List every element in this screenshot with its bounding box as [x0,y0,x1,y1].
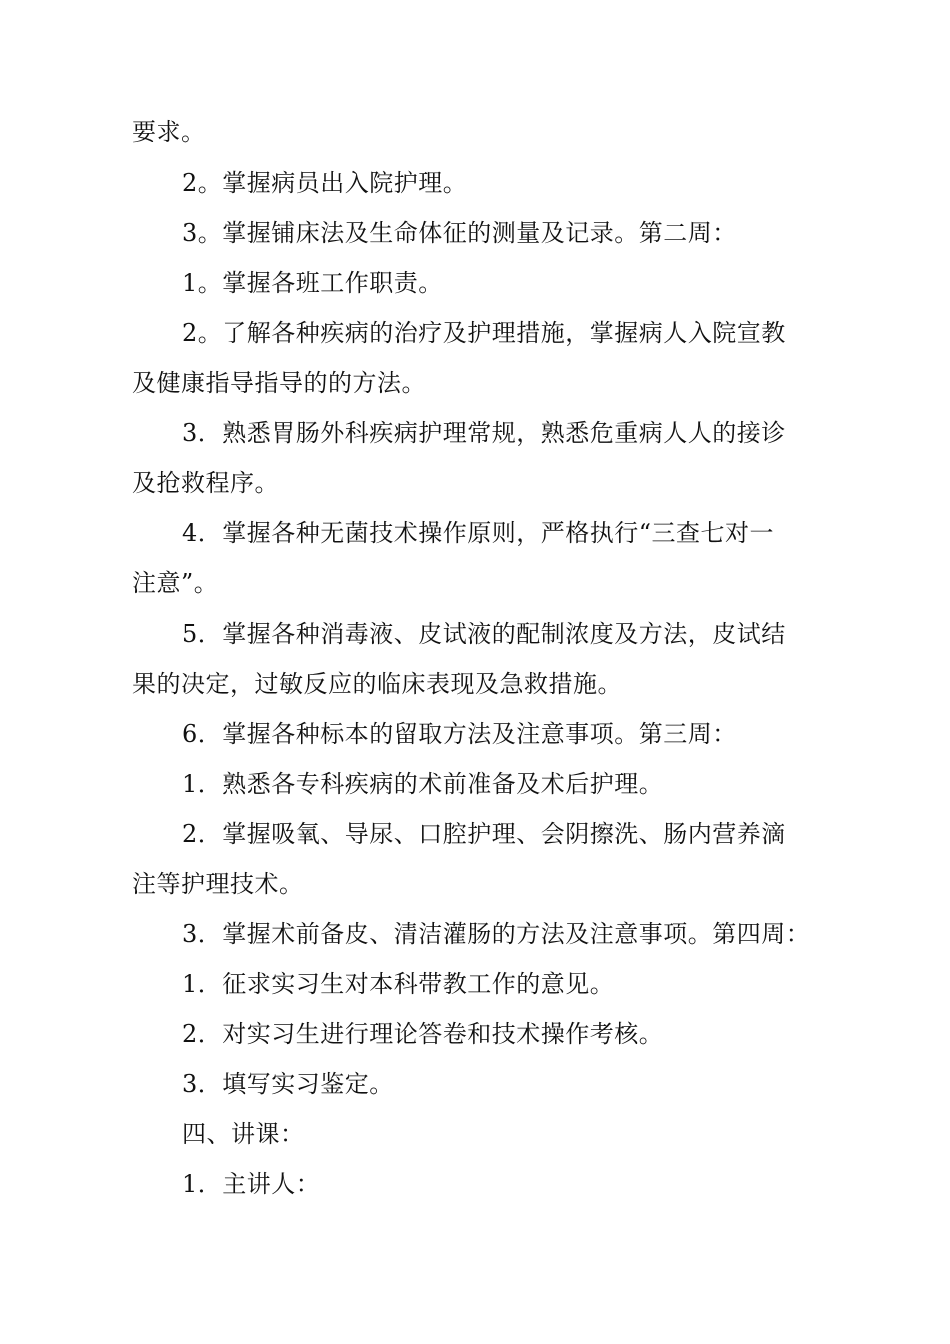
text-line-16: 注等护理技术。 [132,870,304,898]
text-line-4: 1。掌握各班工作职责。 [182,269,443,297]
text-line-9: 4．掌握各种无菌技术操作原则，严格执行“三查七对一 [182,519,775,547]
text-line-17: 3．掌握术前备皮、清洁灌肠的方法及注意事项。第四周： [182,920,811,948]
text-line-5: 2。了解各种疾病的治疗及护理措施，掌握病人入院宣教 [182,319,786,347]
text-line-13: 6．掌握各种标本的留取方法及注意事项。第三周： [182,720,737,748]
text-line-7: 3．熟悉胃肠外科疾病护理常规，熟悉危重病人人的接诊 [182,419,786,447]
text-line-6: 及健康指导指导的的方法。 [132,369,426,397]
text-line-2: 2。掌握病员出入院护理。 [182,169,468,197]
text-line-15: 2．掌握吸氧、导尿、口腔护理、会阴擦洗、肠内营养滴 [182,820,786,848]
text-line-18: 1．征求实习生对本科带教工作的意见。 [182,970,615,998]
text-line-11: 5．掌握各种消毒液、皮试液的配制浓度及方法，皮试结 [182,620,786,648]
text-line-21: 四、讲课： [182,1120,305,1148]
text-line-22: 1．主讲人： [182,1170,321,1198]
text-line-14: 1．熟悉各专科疾病的术前准备及术后护理。 [182,770,664,798]
text-line-3: 3。掌握铺床法及生命体征的测量及记录。第二周： [182,219,737,247]
text-line-20: 3．填写实习鉴定。 [182,1070,394,1098]
text-line-19: 2．对实习生进行理论答卷和技术操作考核。 [182,1020,664,1048]
text-line-10: 注意”。 [132,569,219,597]
text-line-1: 要求。 [132,118,206,146]
text-line-12: 果的决定，过敏反应的临床表现及急救措施。 [132,670,622,698]
text-line-8: 及抢救程序。 [132,469,279,497]
